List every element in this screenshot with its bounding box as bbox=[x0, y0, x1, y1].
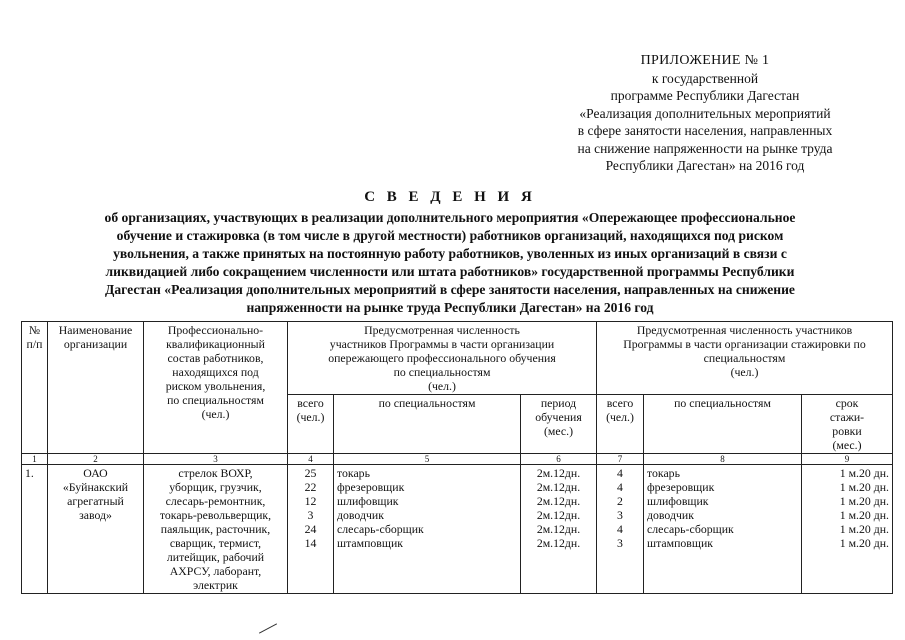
header-internship-specialties bbox=[644, 395, 802, 454]
cell-line: по специальностям bbox=[674, 396, 771, 410]
cell-line: опережающего профессионального обучения bbox=[328, 351, 556, 365]
cell-line: 1 м.20 дн. bbox=[839, 536, 890, 550]
header-col-number bbox=[22, 322, 48, 454]
cell-line: специальностям bbox=[703, 351, 786, 365]
cell-line: ровки bbox=[832, 424, 862, 438]
cell-line: 1 м.20 дн. bbox=[839, 494, 890, 508]
cell-line: 3 bbox=[617, 508, 623, 522]
staff-composition bbox=[144, 465, 288, 594]
header-group-training bbox=[288, 322, 597, 395]
cell-line: 1 м.20 дн. bbox=[839, 522, 890, 536]
column-number: 6 bbox=[521, 454, 597, 465]
cell-line: 3 bbox=[617, 536, 623, 550]
column-number: 9 bbox=[802, 454, 893, 465]
column-number: 7 bbox=[597, 454, 644, 465]
description-line: об организациях, участвующих в реализации дополнительного мероприятия «Опережающее профессиональное bbox=[104, 210, 796, 225]
cell-line: 2м.12дн. bbox=[536, 522, 581, 536]
column-number-row bbox=[22, 454, 893, 465]
cell-line: 14 bbox=[304, 536, 317, 550]
cell-line: фрезеровщик bbox=[337, 480, 405, 494]
cell-line: штамповщик bbox=[337, 536, 403, 550]
cell-line: (мес.) bbox=[543, 424, 574, 438]
document-description bbox=[40, 209, 860, 317]
cell-line: по специальностям bbox=[378, 396, 476, 410]
column-number: 1 bbox=[22, 454, 48, 465]
description-line: ликвидацией либо сокращением численности или штата работников» государственной программы Республики bbox=[105, 264, 795, 279]
cell-line: Предусмотренная численность bbox=[364, 323, 520, 337]
cell-line: 1 м.20 дн. bbox=[839, 480, 890, 494]
cell-line: «Буйнакский bbox=[62, 480, 129, 494]
cell-line: 2 bbox=[617, 494, 623, 508]
header-training-specialties bbox=[334, 395, 521, 454]
cell-line: (чел.) bbox=[201, 407, 230, 421]
cell-line: 2м.12дн. bbox=[536, 466, 581, 480]
cell-line: токарь bbox=[337, 466, 370, 480]
cell-line: Профессионально- bbox=[167, 323, 264, 337]
column-number: 4 bbox=[288, 454, 334, 465]
cell-line: токарь-револьверщик, bbox=[159, 508, 272, 522]
internship-terms bbox=[802, 465, 893, 594]
cell-line: 2м.12дн. bbox=[536, 494, 581, 508]
cell-line: организации bbox=[63, 337, 128, 351]
appendix-line: на снижение напряженности на рынке труда bbox=[577, 140, 833, 156]
column-number: 3 bbox=[144, 454, 288, 465]
cell-line: слесарь-сборщик bbox=[337, 522, 424, 536]
cell-line: 12 bbox=[304, 494, 317, 508]
cell-line: агрегатный bbox=[67, 494, 124, 508]
cell-line: фрезеровщик bbox=[647, 480, 715, 494]
cell-line: АХРСУ, лаборант, bbox=[169, 564, 262, 578]
cell-line: паяльщик, расточник, bbox=[160, 522, 271, 536]
cell-line: обучения bbox=[535, 410, 582, 424]
column-number: 2 bbox=[48, 454, 144, 465]
cell-line: шлифовщик bbox=[337, 494, 399, 508]
internship-specialties bbox=[644, 465, 802, 594]
cell-line: штамповщик bbox=[647, 536, 713, 550]
cell-line: 3 bbox=[307, 508, 314, 522]
cell-line: литейщик, рабочий bbox=[166, 550, 265, 564]
appendix-line: к государственной bbox=[651, 70, 759, 86]
cell-line: п/п bbox=[26, 337, 43, 351]
cell-line: 1 м.20 дн. bbox=[839, 466, 890, 480]
cell-line: всего bbox=[297, 396, 324, 410]
cell-line: Программы в части организации стажировки по bbox=[623, 337, 866, 351]
cell-line: сварщик, термист, bbox=[169, 536, 262, 550]
cell-line: период bbox=[540, 396, 577, 410]
organizations-table bbox=[21, 321, 893, 594]
cell-line: № bbox=[28, 323, 41, 337]
cell-line: срок bbox=[835, 396, 859, 410]
appendix-title: ПРИЛОЖЕНИЕ № 1 bbox=[640, 53, 770, 68]
cell-line: 1 м.20 дн. bbox=[839, 508, 890, 522]
cell-line: (чел.) bbox=[606, 410, 634, 424]
cell-line: по специальностям bbox=[167, 393, 264, 407]
cell-line: (мес.) bbox=[832, 438, 862, 452]
appendix-line: программе Республики Дагестан bbox=[610, 88, 800, 103]
cell-line: слесарь-ремонтник, bbox=[165, 494, 266, 508]
description-line: Дагестан «Реализация дополнительных мероприятий в сфере занятости населения, направленных на снижение bbox=[105, 282, 795, 297]
description-line: обучение и стажировка (в том числе в другой местности) работников организаций, находящихся под риском bbox=[116, 228, 784, 243]
training-specialties bbox=[334, 465, 521, 594]
cell-line: электрик bbox=[193, 578, 238, 592]
column-number: 5 bbox=[334, 454, 521, 465]
cell-line: Предусмотренная численность участников bbox=[636, 323, 853, 337]
organization-name bbox=[48, 465, 144, 594]
document-heading bbox=[40, 188, 860, 317]
cell-line: 25 bbox=[304, 466, 317, 480]
column-number: 8 bbox=[644, 454, 802, 465]
table-row bbox=[22, 465, 893, 594]
cell-line: 22 bbox=[304, 480, 317, 494]
cell-line: Наименование bbox=[58, 323, 133, 337]
cell-line: стажи- bbox=[829, 410, 865, 424]
row-number: 1. bbox=[22, 465, 48, 594]
cell-line: ОАО bbox=[83, 466, 108, 480]
appendix-block bbox=[545, 52, 865, 175]
header-group-internship bbox=[597, 322, 893, 395]
cell-line: 4 bbox=[617, 466, 623, 480]
document-title: С В Е Д Е Н И Я bbox=[364, 189, 536, 205]
cell-line: 4 bbox=[617, 480, 623, 494]
description-line: увольнения, а также принятых на постоянную работу работников, уволенных из иных организаций в связи с bbox=[113, 246, 787, 261]
header-row bbox=[22, 322, 893, 395]
cell-line: токарь bbox=[647, 466, 680, 480]
description-line: напряженности на рынке труда Республики Дагестан» на 2016 год bbox=[246, 300, 654, 315]
pen-stroke bbox=[259, 623, 277, 633]
appendix-line: «Реализация дополнительных мероприятий bbox=[579, 105, 831, 121]
cell-line: доводчик bbox=[647, 508, 694, 522]
cell-line: 2м.12дн. bbox=[536, 536, 581, 550]
cell-line: (чел.) bbox=[296, 410, 325, 424]
cell-line: стрелок ВОХР, bbox=[178, 466, 253, 480]
training-totals bbox=[288, 465, 334, 594]
cell-line: шлифовщик bbox=[647, 494, 709, 508]
internship-totals bbox=[597, 465, 644, 594]
cell-line: квалификационный bbox=[166, 337, 265, 351]
cell-line: завод» bbox=[79, 508, 112, 522]
cell-line: риском увольнения, bbox=[165, 379, 266, 393]
header-col-organization bbox=[48, 322, 144, 454]
header-internship-total bbox=[597, 395, 644, 454]
cell-line: находящихся под bbox=[172, 365, 259, 379]
training-periods bbox=[521, 465, 597, 594]
header-col-staff-composition bbox=[144, 322, 288, 454]
appendix-line: Республики Дагестан» на 2016 год bbox=[605, 158, 805, 173]
cell-line: (чел.) bbox=[730, 365, 759, 379]
cell-line: 2м.12дн. bbox=[536, 480, 581, 494]
cell-line: всего bbox=[606, 396, 634, 410]
appendix-line: в сфере занятости населения, направленных bbox=[577, 123, 833, 138]
cell-line: 24 bbox=[304, 522, 317, 536]
cell-line: доводчик bbox=[337, 508, 384, 522]
cell-line: состав работников, bbox=[167, 351, 264, 365]
cell-line: по специальностям bbox=[393, 365, 491, 379]
cell-line: уборщик, грузчик, bbox=[169, 480, 262, 494]
cell-line: участников Программы в части организации bbox=[329, 337, 555, 351]
cell-line: (чел.) bbox=[428, 379, 456, 393]
cell-line: слесарь-сборщик bbox=[647, 522, 734, 536]
header-training-total bbox=[288, 395, 334, 454]
header-internship-term bbox=[802, 395, 893, 454]
header-training-period bbox=[521, 395, 597, 454]
cell-line: 4 bbox=[617, 522, 623, 536]
cell-line: 2м.12дн. bbox=[536, 508, 581, 522]
